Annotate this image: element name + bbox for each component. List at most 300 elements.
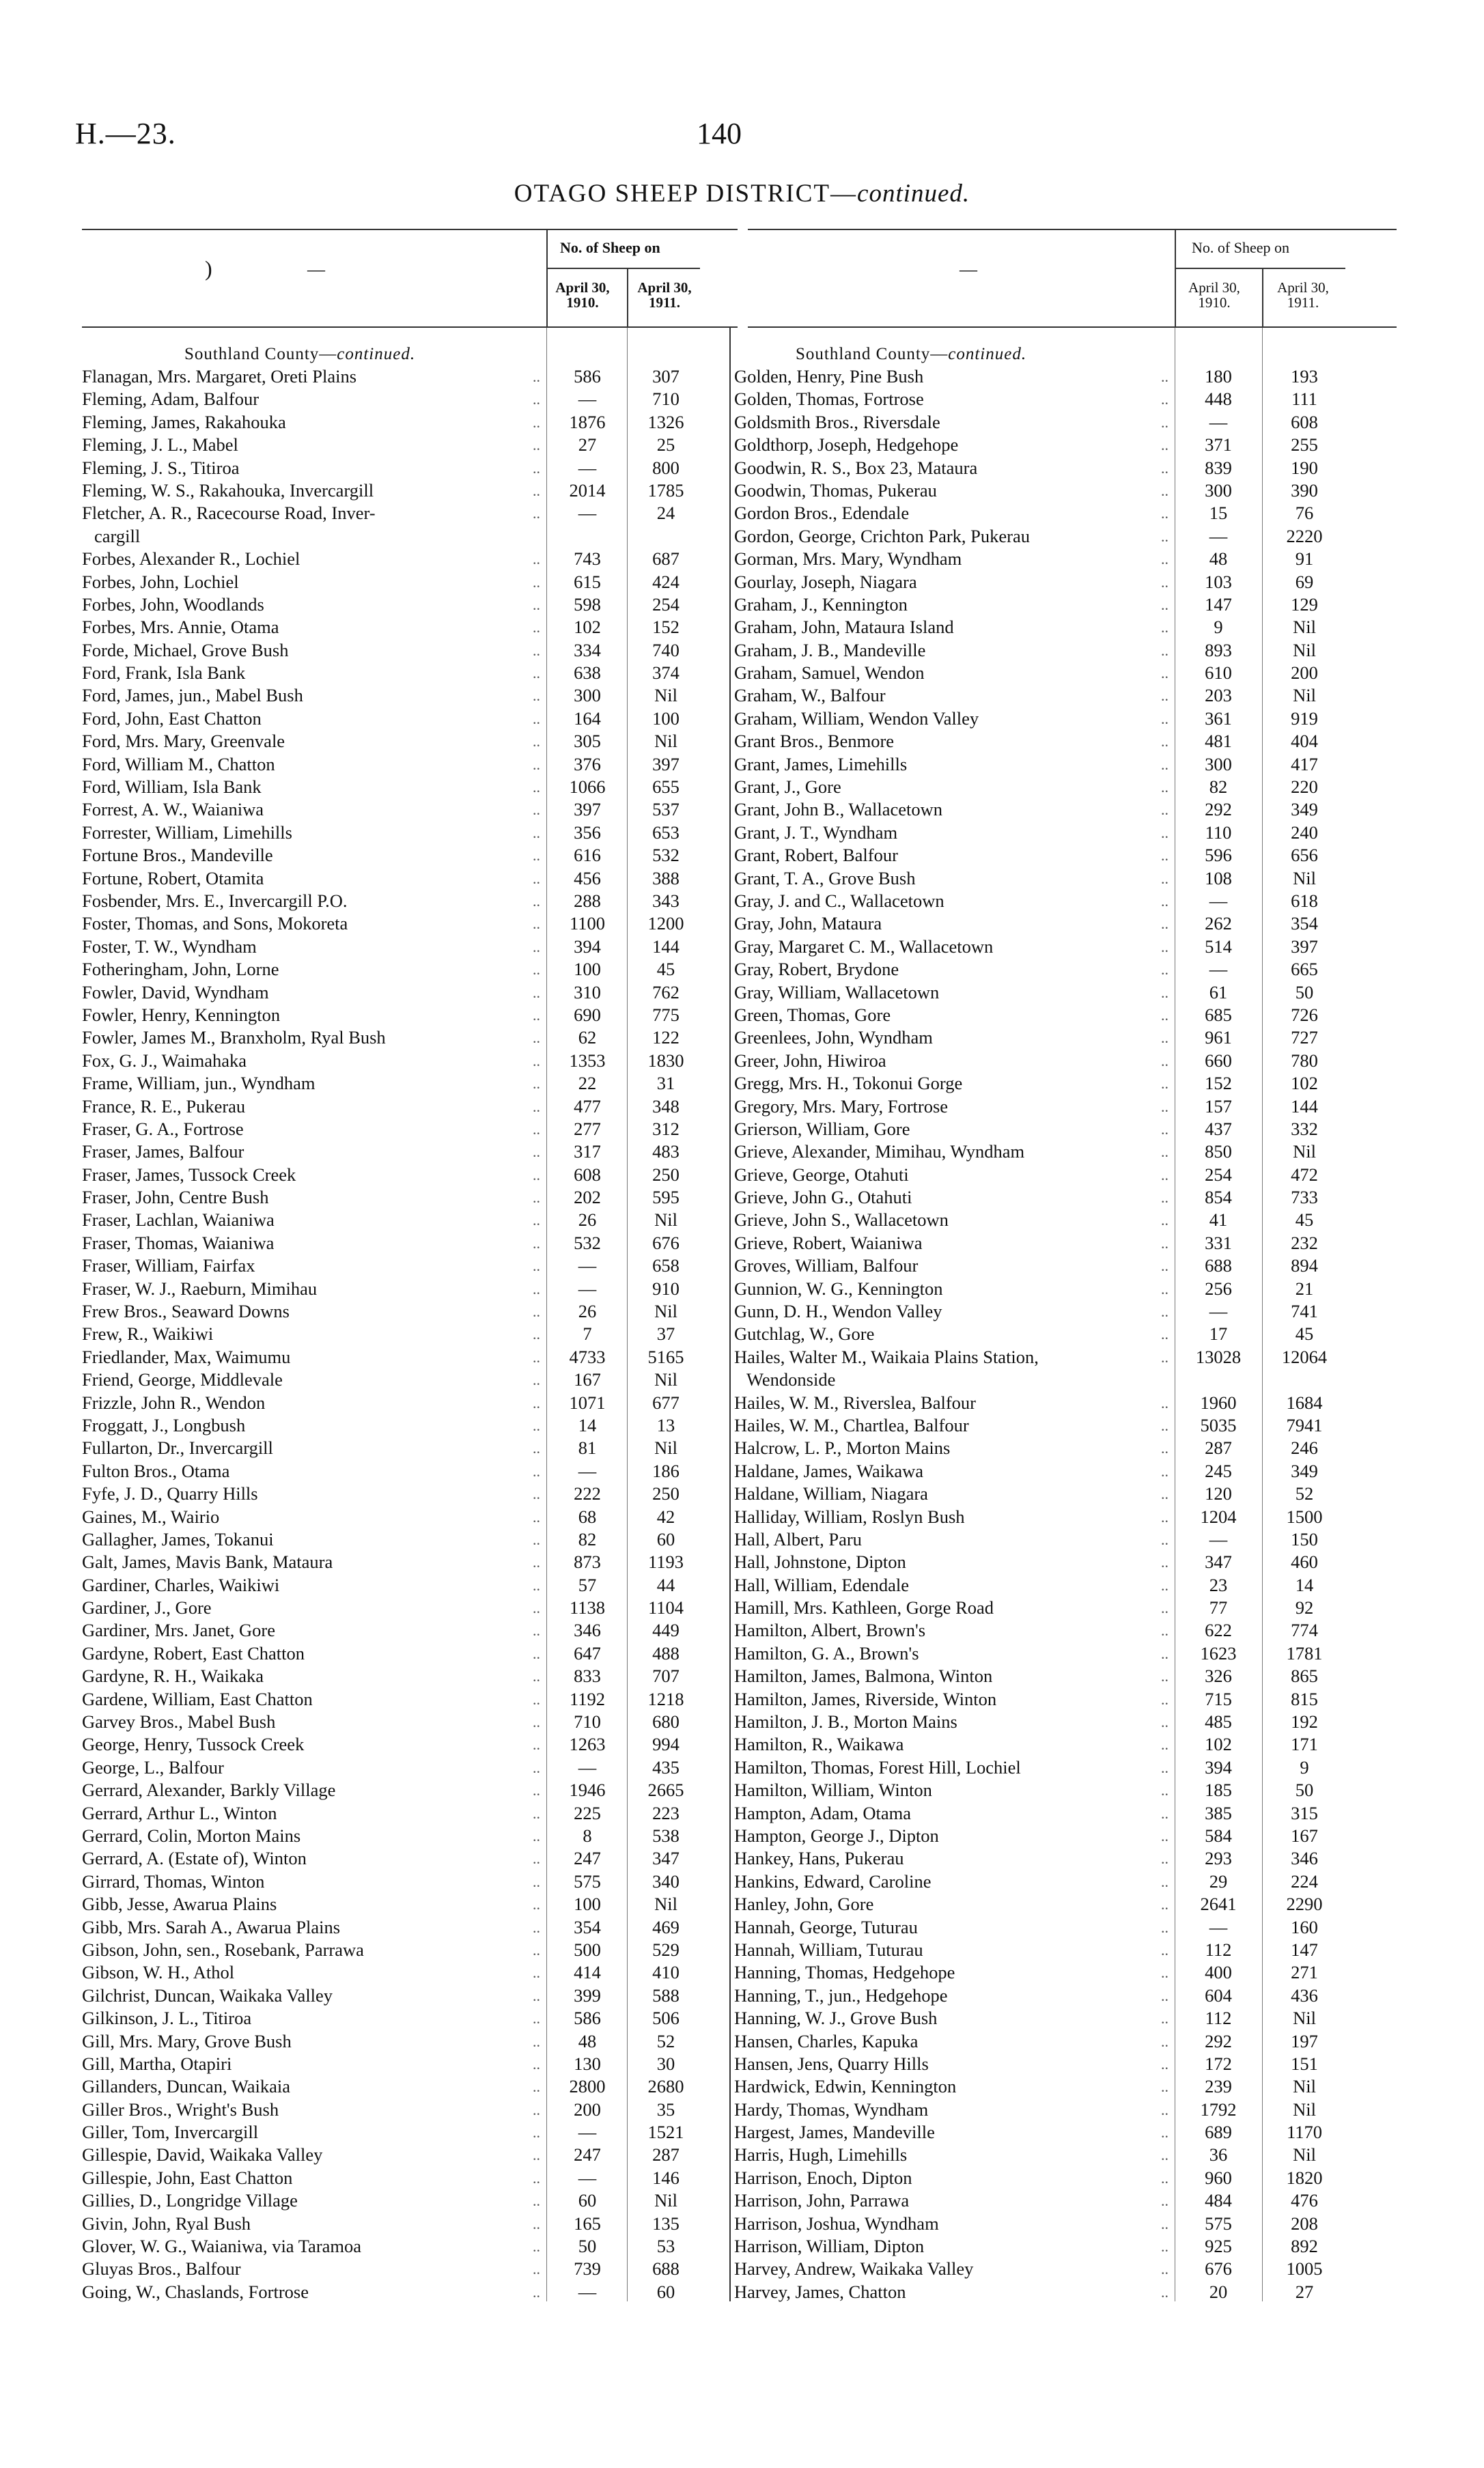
table-row <box>82 1961 727 1984</box>
sheep-1911: 144 <box>652 936 680 957</box>
sheep-1911: 506 <box>652 2008 680 2029</box>
sheep-1910: 60 <box>578 2190 597 2211</box>
sheep-1911: 354 <box>1291 913 1318 934</box>
leader-dots: .. <box>1161 2238 1168 2256</box>
sheep-1911: 410 <box>652 1962 680 1983</box>
table-row <box>734 844 1397 867</box>
table-row <box>82 1460 727 1483</box>
holder-name: Flanagan, Mrs. Margaret, Oreti Plains <box>82 366 357 387</box>
holder-name: Graham, John, Mataura Island <box>734 617 954 638</box>
sheep-1911: 762 <box>652 981 680 1002</box>
sheep-1911: 200 <box>1291 662 1318 684</box>
leader-dots: .. <box>1161 2010 1168 2028</box>
sheep-1911: 254 <box>652 593 680 615</box>
table-row <box>82 1300 727 1323</box>
sheep-1910: 347 <box>1205 1552 1232 1573</box>
leader-dots: .. <box>533 938 540 955</box>
holder-name: Hamilton, James, Balmona, Winton <box>734 1666 993 1687</box>
table-row <box>82 936 727 958</box>
leader-dots: .. <box>533 2215 540 2232</box>
sheep-1911: 483 <box>652 1141 680 1162</box>
table-row <box>82 479 727 502</box>
left-section-name: Southland County— <box>184 345 337 363</box>
holder-name: Halcrow, L. P., Morton Mains <box>734 1438 951 1459</box>
holder-name: Gibson, John, sen., Rosebank, Parrawa <box>82 1939 364 1960</box>
table-row <box>82 2099 727 2121</box>
sheep-1911: 27 <box>1295 2281 1314 2302</box>
leader-dots: .. <box>533 1029 540 1047</box>
leader-dots: .. <box>1161 1440 1168 1457</box>
table-row <box>82 707 727 730</box>
sheep-1910: 100 <box>574 1894 601 1915</box>
sheep-1910: 873 <box>574 1552 601 1573</box>
right-header-bottom-rule <box>748 326 1397 328</box>
holder-name: Fleming, J. S., Titiroa <box>82 457 240 478</box>
leader-dots: .. <box>533 801 540 819</box>
sheep-1910: 305 <box>574 731 601 752</box>
sheep-1911: 186 <box>652 1460 680 1481</box>
table-row <box>734 867 1397 890</box>
table-row <box>734 1870 1397 1893</box>
leader-dots: .. <box>1161 1690 1168 1708</box>
sheep-1910: 26 <box>578 1209 597 1231</box>
sheep-1911: 50 <box>1295 1780 1314 1801</box>
sheep-1910: 610 <box>1205 662 1232 684</box>
table-row <box>734 822 1397 844</box>
leader-dots: .. <box>533 1440 540 1457</box>
table-row <box>82 1619 727 1642</box>
holder-name: Gaines, M., Wairio <box>82 1506 220 1527</box>
sheep-1910: 292 <box>1205 799 1232 820</box>
leader-dots: .. <box>1161 1348 1168 1366</box>
table-row <box>82 890 727 912</box>
holder-name: Forbes, Mrs. Annie, Otama <box>82 617 279 638</box>
leader-dots: .. <box>533 961 540 979</box>
sheep-1911: 397 <box>652 753 680 774</box>
sheep-1911: 707 <box>652 1666 680 1687</box>
leader-dots: .. <box>533 1075 540 1093</box>
table-row <box>82 2213 727 2235</box>
sheep-1910: 676 <box>1205 2258 1232 2280</box>
leader-dots: .. <box>533 368 540 385</box>
sheep-1911: Nil <box>1293 685 1316 706</box>
sheep-1911: 1500 <box>1286 1506 1323 1527</box>
leader-dots: .. <box>1161 550 1168 568</box>
sheep-1911: 60 <box>656 2281 675 2302</box>
leader-dots: .. <box>533 1394 540 1412</box>
right-group-rule <box>1175 268 1345 269</box>
sheep-1911: 76 <box>1295 503 1314 524</box>
title-continued: continued. <box>857 180 970 208</box>
sheep-1911: 42 <box>656 1506 675 1527</box>
table-row <box>734 1164 1397 1186</box>
sheep-1911: Nil <box>654 2190 677 2211</box>
leader-dots: .. <box>1161 2215 1168 2232</box>
holder-name: Gardyne, Robert, East Chatton <box>82 1642 305 1664</box>
sheep-1911: 677 <box>652 1392 680 1413</box>
sheep-1911: 2290 <box>1286 1894 1323 1915</box>
sheep-1911: 588 <box>652 1985 680 2006</box>
sheep-1910: 164 <box>574 707 601 729</box>
leader-dots: .. <box>1161 1827 1168 1845</box>
sheep-1910: 604 <box>1205 1985 1232 2006</box>
holder-name: Givin, John, Ryal Bush <box>82 2213 251 2234</box>
sheep-1910: 839 <box>1205 457 1232 478</box>
table-row <box>82 1392 727 1414</box>
holder-name: Ford, James, jun., Mabel Bush <box>82 685 303 706</box>
sheep-1911: 312 <box>652 1118 680 1139</box>
holder-name: Fotheringham, John, Lorne <box>82 959 279 980</box>
holder-name: Groves, William, Balfour <box>734 1255 919 1276</box>
sheep-1911: 436 <box>1291 1985 1318 2006</box>
sheep-1911: Nil <box>1293 617 1316 638</box>
table-row <box>82 593 727 616</box>
sheep-1910: — <box>578 1255 597 1276</box>
table-row <box>734 1460 1397 1483</box>
sheep-1911: 190 <box>1291 457 1318 478</box>
sheep-1910: 850 <box>1205 1141 1232 1162</box>
sheep-1911: 741 <box>1291 1301 1318 1322</box>
title-main: OTAGO SHEEP DISTRICT— <box>514 180 858 208</box>
leader-dots: .. <box>1161 1052 1168 1069</box>
leader-dots: .. <box>533 1736 540 1754</box>
table-row <box>82 2007 727 2030</box>
sheep-1911: 347 <box>652 1848 680 1869</box>
holder-name: Fraser, Thomas, Waianiwa <box>82 1232 275 1253</box>
holder-name: Gregg, Mrs. H., Tokonui Gorge <box>734 1073 963 1094</box>
sheep-1910: 81 <box>578 1438 597 1459</box>
right-col-divider-a <box>1175 230 1176 327</box>
leader-dots: .. <box>1161 1599 1168 1617</box>
sheep-1910: 222 <box>574 1483 601 1504</box>
sheep-1911: 1200 <box>647 913 684 934</box>
sheep-1910: 616 <box>574 845 601 866</box>
sheep-1911: 171 <box>1291 1734 1318 1755</box>
table-row <box>734 730 1397 753</box>
table-row <box>82 958 727 981</box>
table-row <box>734 2235 1397 2258</box>
sheep-1911: 5165 <box>647 1346 684 1367</box>
sheep-1911: Nil <box>654 731 677 752</box>
sheep-1911: 122 <box>652 1027 680 1048</box>
page-number: 140 <box>697 117 742 150</box>
leader-dots: .. <box>533 2260 540 2278</box>
sheep-1910: — <box>578 457 597 478</box>
sheep-1910: 68 <box>578 1506 597 1527</box>
sheep-1911: 404 <box>1291 731 1318 752</box>
sheep-1910: 961 <box>1205 1027 1232 1048</box>
table-row <box>82 2075 727 2098</box>
table-row <box>734 1825 1397 1847</box>
leader-dots: .. <box>533 1987 540 2004</box>
leader-dots: .. <box>1161 368 1168 385</box>
leader-dots: .. <box>1161 573 1168 591</box>
holder-name: Gunnion, W. G., Kennington <box>734 1278 943 1299</box>
table-row <box>734 1893 1397 1916</box>
leader-dots: .. <box>1161 2192 1168 2210</box>
leader-dots: .. <box>533 1189 540 1207</box>
leader-dots: .. <box>1161 1530 1168 1548</box>
leader-dots: .. <box>1161 1918 1168 1936</box>
sheep-1910: 1071 <box>569 1392 606 1413</box>
sheep-1910: 20 <box>1209 2281 1228 2302</box>
sheep-1910: — <box>578 1460 597 1481</box>
table-row <box>82 1026 727 1049</box>
sheep-1911: 919 <box>1291 707 1318 729</box>
table-row <box>82 548 727 570</box>
leader-dots: .. <box>1161 527 1168 545</box>
sheep-1910: 185 <box>1205 1780 1232 1801</box>
sheep-1911: 1005 <box>1286 2258 1323 2280</box>
sheep-1910: 15 <box>1209 503 1228 524</box>
sheep-1910: 638 <box>574 662 601 684</box>
table-row <box>82 411 727 434</box>
leader-dots: .. <box>533 779 540 796</box>
sheep-1910: 225 <box>574 1802 601 1823</box>
right-col1-header: April 30, 1910. <box>1188 279 1240 311</box>
sheep-1911: Nil <box>654 1301 677 1322</box>
leader-dots: .. <box>1161 1416 1168 1434</box>
leader-dots: .. <box>1161 779 1168 796</box>
sheep-1911: 460 <box>1291 1552 1318 1573</box>
leader-dots: .. <box>1161 1758 1168 1776</box>
sheep-1910: 2641 <box>1200 1894 1237 1915</box>
sheep-1910: 586 <box>574 366 601 387</box>
sheep-1910: 660 <box>1205 1050 1232 1071</box>
leader-dots: .. <box>1161 892 1168 910</box>
table-row <box>82 1346 727 1369</box>
table-row <box>82 1825 727 1847</box>
sheep-1910: 647 <box>574 1642 601 1664</box>
leader-dots: .. <box>533 505 540 522</box>
table-row <box>734 434 1397 456</box>
holder-name: Forbes, Alexander R., Lochiel <box>82 548 300 570</box>
sheep-1911: 397 <box>1291 936 1318 957</box>
sheep-1910: 484 <box>1205 2190 1232 2211</box>
table-row <box>82 502 727 524</box>
leader-dots: .. <box>1161 2146 1168 2164</box>
holder-name: Gardiner, J., Gore <box>82 1597 212 1618</box>
holder-name: Hannah, William, Tuturau <box>734 1939 923 1960</box>
holder-name: Gray, Robert, Brydone <box>734 959 899 980</box>
sheep-1911: Nil <box>1293 639 1316 660</box>
leader-dots: .. <box>1161 436 1168 454</box>
leader-dots: .. <box>533 413 540 431</box>
sheep-1910: 293 <box>1205 1848 1232 1869</box>
holder-name: Forbes, John, Woodlands <box>82 593 264 615</box>
holder-name: Hampton, Adam, Otama <box>734 1802 912 1823</box>
holder-name: France, R. E., Pukerau <box>82 1095 246 1117</box>
leader-dots: .. <box>1161 1485 1168 1503</box>
sheep-1910: 400 <box>1205 1962 1232 1983</box>
sheep-1910: 82 <box>1209 776 1228 798</box>
sheep-1910: — <box>1209 525 1228 546</box>
table-row <box>82 2030 727 2053</box>
table-row <box>734 1323 1397 1345</box>
holder-name: Gibb, Mrs. Sarah A., Awarua Plains <box>82 1916 341 1937</box>
leader-dots: .. <box>533 1554 540 1571</box>
sheep-1911: 800 <box>652 457 680 478</box>
table-row <box>82 1528 727 1551</box>
leader-dots: .. <box>533 1964 540 1982</box>
sheep-1910: 152 <box>1205 1073 1232 1094</box>
holder-name: Gordon, George, Crichton Park, Pukerau <box>734 525 1030 546</box>
table-row <box>82 2121 727 2144</box>
right-section-cont: continued. <box>948 345 1027 363</box>
table-row <box>734 2189 1397 2212</box>
sheep-1911: 151 <box>1291 2053 1318 2074</box>
table-row <box>82 1688 727 1711</box>
table-row <box>82 662 727 684</box>
table-row <box>734 1369 1397 1391</box>
sheep-1911: 665 <box>1291 959 1318 980</box>
table-row <box>734 1985 1397 2007</box>
holder-name: Hall, William, Edendale <box>734 1574 910 1595</box>
sheep-1910: — <box>1209 1528 1228 1549</box>
leader-dots: .. <box>533 1326 540 1343</box>
holder-name: Ford, Frank, Isla Bank <box>82 662 246 684</box>
sheep-1911: 147 <box>1291 1939 1318 1960</box>
holder-name: Gray, William, Wallacetown <box>734 981 940 1002</box>
sheep-1910: 690 <box>574 1004 601 1025</box>
sheep-1910: 2014 <box>569 479 606 501</box>
sheep-1911: 37 <box>656 1323 675 1345</box>
leader-dots: .. <box>533 2238 540 2256</box>
sheep-1911: 44 <box>656 1574 675 1595</box>
sheep-1910: 120 <box>1205 1483 1232 1504</box>
sheep-1911: 374 <box>652 662 680 684</box>
sheep-1910: — <box>578 503 597 524</box>
holder-name: Graham, William, Wendon Valley <box>734 707 979 729</box>
holder-name: Gillespie, David, Waikaka Valley <box>82 2144 323 2165</box>
table-row <box>734 1574 1397 1597</box>
sheep-1911: 340 <box>652 1870 680 1892</box>
leader-dots: .. <box>1161 459 1168 477</box>
sheep-1910: 247 <box>574 2144 601 2165</box>
holder-name: Fletcher, A. R., Racecourse Road, Inver- <box>82 503 376 524</box>
holder-name: Goodwin, Thomas, Pukerau <box>734 479 937 501</box>
leader-dots: .. <box>533 1782 540 1799</box>
sheep-1910: 310 <box>574 981 601 1002</box>
holder-name: Hannah, George, Tuturau <box>734 1916 918 1937</box>
holder-name: Hailes, W. M., Riverslea, Balfour <box>734 1392 977 1413</box>
leader-dots: .. <box>1161 1394 1168 1412</box>
sheep-1911: 618 <box>1291 890 1318 911</box>
holder-name: Giller, Tom, Invercargill <box>82 2122 259 2143</box>
left-dash: — <box>307 260 325 279</box>
holder-name: Fullarton, Dr., Invercargill <box>82 1438 273 1459</box>
holder-name: Hamill, Mrs. Kathleen, Gorge Road <box>734 1597 994 1618</box>
holder-name: Fowler, Henry, Kennington <box>82 1004 281 1025</box>
table-row <box>734 1209 1397 1231</box>
table-row <box>734 1711 1397 1733</box>
sheep-1911: 608 <box>1291 411 1318 432</box>
sheep-1911: 676 <box>652 1232 680 1253</box>
sheep-1910: — <box>578 1756 597 1778</box>
sheep-1911: 144 <box>1291 1095 1318 1117</box>
leader-dots: .. <box>533 481 540 499</box>
holder-name: Frew, R., Waikiwi <box>82 1323 214 1345</box>
leader-dots: .. <box>533 2283 540 2301</box>
table-row <box>734 1278 1397 1300</box>
sheep-1910: 157 <box>1205 1095 1232 1117</box>
table-row <box>734 2075 1397 2098</box>
sheep-1911: 52 <box>656 2030 675 2051</box>
sheep-1910: 147 <box>1205 593 1232 615</box>
leader-dots: .. <box>533 641 540 659</box>
leader-dots: .. <box>533 1143 540 1161</box>
holder-name: Hailes, Walter M., Waikaia Plains Station, <box>734 1346 1039 1367</box>
leader-dots: .. <box>533 1280 540 1298</box>
sheep-1910: 1066 <box>569 776 606 798</box>
holder-name: Fleming, James, Rakahouka <box>82 411 286 432</box>
table-row <box>82 1369 727 1391</box>
holder-name: George, L., Balfour <box>82 1756 224 1778</box>
holder-name: Glover, W. G., Waianiwa, via Taramoa <box>82 2236 362 2257</box>
sheep-1911: 193 <box>1291 366 1318 387</box>
table-row <box>82 1483 727 1505</box>
holder-name: Grierson, William, Gore <box>734 1118 910 1139</box>
sheep-1910: 112 <box>1205 1939 1232 1960</box>
leader-dots: .. <box>533 1873 540 1890</box>
holder-name: Greenlees, John, Wyndham <box>734 1027 933 1048</box>
table-row <box>734 1026 1397 1049</box>
sheep-1911: 102 <box>1291 1073 1318 1094</box>
table-row <box>734 479 1397 502</box>
leader-dots: .. <box>533 1120 540 1138</box>
sheep-1911: 417 <box>1291 753 1318 774</box>
leader-dots: .. <box>533 619 540 636</box>
sheep-1911: 1170 <box>1286 2122 1323 2143</box>
left-header-bottom-rule <box>82 326 738 328</box>
sheep-1911: 160 <box>1291 1916 1318 1937</box>
sheep-1910: 456 <box>574 867 601 888</box>
sheep-1911: 21 <box>1295 1278 1314 1299</box>
sheep-1911: 31 <box>656 1073 675 1094</box>
table-row <box>82 1779 727 1801</box>
table-row <box>82 1802 727 1825</box>
sheep-1910: 57 <box>578 1574 597 1595</box>
leader-dots: .. <box>533 2124 540 2142</box>
sheep-1910: 710 <box>574 1711 601 1733</box>
sheep-1910: 300 <box>574 685 601 706</box>
table-row <box>734 1939 1397 1961</box>
table-row <box>82 1164 727 1186</box>
table-row <box>734 776 1397 798</box>
right-section-name: Southland County— <box>796 345 949 363</box>
sheep-1910: 598 <box>574 593 601 615</box>
table-row <box>82 1756 727 1779</box>
table-row <box>734 662 1397 684</box>
sheep-1910: 77 <box>1209 1597 1228 1618</box>
holder-name: Fulton Bros., Otama <box>82 1460 230 1481</box>
left-group-rule <box>546 268 700 269</box>
sheep-1910: — <box>1209 1916 1228 1937</box>
sheep-1910: 739 <box>574 2258 601 2280</box>
sheep-1910: 203 <box>1205 685 1232 706</box>
holder-name: Harvey, James, Chatton <box>734 2281 906 2302</box>
holder-name: Haldane, William, Niagara <box>734 1483 928 1504</box>
leader-dots: .. <box>1161 1029 1168 1047</box>
sheep-1911: 595 <box>652 1187 680 1208</box>
sheep-1910: 9 <box>1214 617 1223 638</box>
holder-name: Hardwick, Edwin, Kennington <box>734 2076 957 2097</box>
table-row <box>734 1528 1397 1551</box>
sheep-1911: 774 <box>1291 1620 1318 1641</box>
sheep-1910: 326 <box>1205 1666 1232 1687</box>
table-row <box>734 2007 1397 2030</box>
table-row <box>734 457 1397 479</box>
